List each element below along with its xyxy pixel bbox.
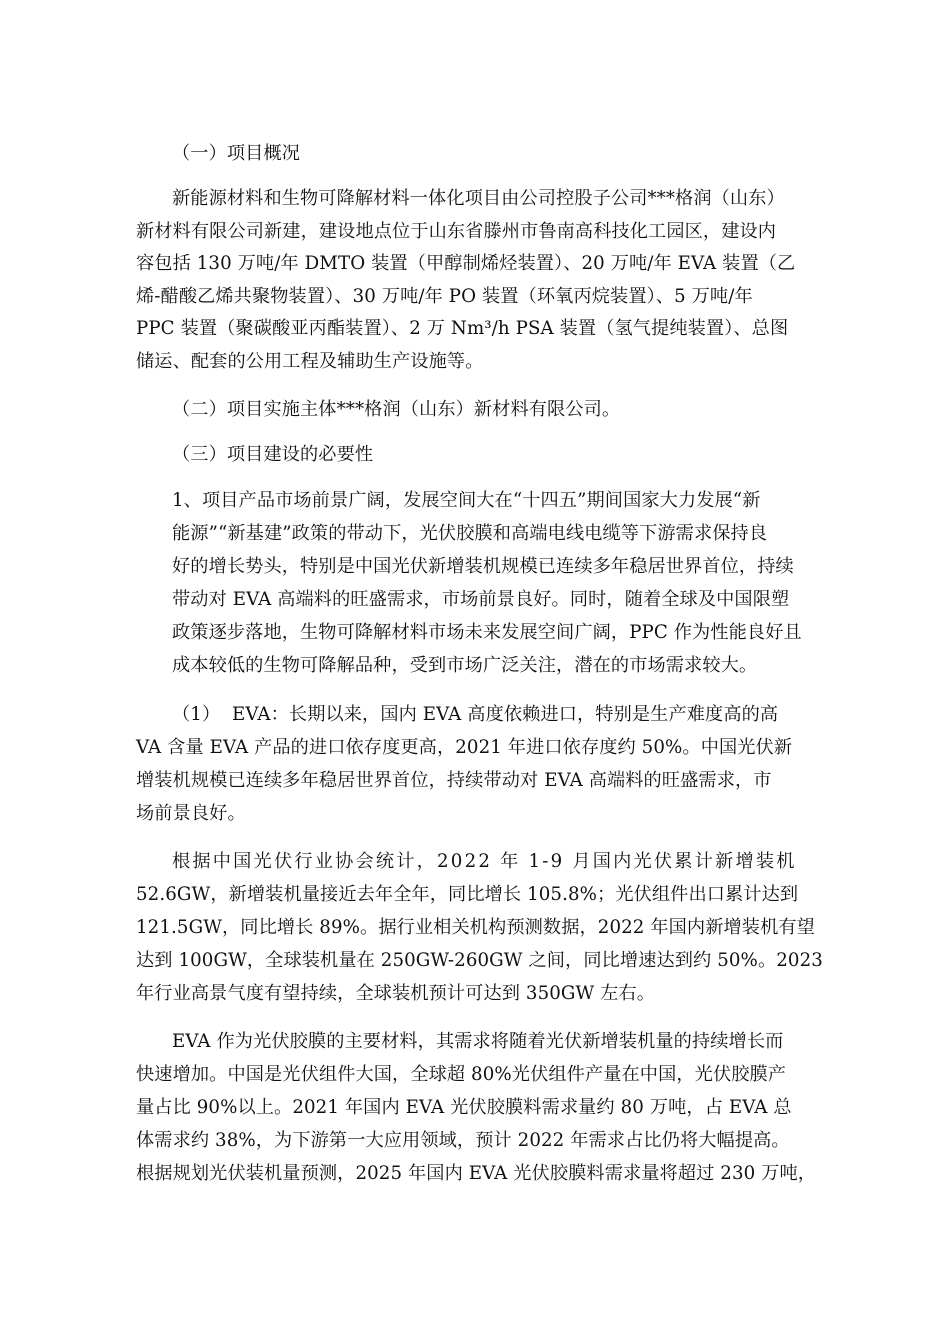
text-line: 达到 100GW，全球装机量在 250GW-260GW 之间，同比增速达到约 50%。2023 [136, 950, 823, 971]
heading-necessity: （三）项目建设的必要性 [172, 444, 374, 465]
text-line: 能源”“新基建”政策的带动下，光伏胶膜和高端电线电缆等下游需求保持良 [172, 523, 768, 544]
text-line: VA 含量 EVA 产品的进口依存度更高，2021 年进口依存度约 50%。中国光伏新 [136, 737, 793, 758]
text-line: 好的增长势头，特别是中国光伏新增装机规模已连续多年稳居世界首位，持续 [172, 556, 794, 577]
text-line: 52.6GW，新增装机量接近去年全年，同比增长 105.8%；光伏组件出口累计达到 [136, 884, 799, 905]
heading-implementing-entity: （二）项目实施主体***格润（山东）新材料有限公司。 [172, 399, 621, 420]
text-line: 场前景良好。 [136, 803, 246, 824]
text-line: 快速增加。中国是光伏组件大国，全球超 80%光伏组件产量在中国，光伏胶膜产 [136, 1064, 787, 1085]
text-line: PPC 装置（聚碳酸亚丙酯装置）、2 万 Nm³/h PSA 装置（氢气提纯装置）、总图 [136, 318, 789, 339]
text-line: 量占比 90%以上。2021 年国内 EVA 光伏胶膜料需求量约 80 万吨，占 EVA 总 [136, 1097, 792, 1118]
text-line: 根据中国光伏行业协会统计，2022 年 1-9 月国内光伏累计新增装机 [172, 851, 797, 872]
text-line: 储运、配套的公用工程及辅助生产设施等。 [136, 351, 484, 372]
heading-project-overview: （一）项目概况 [172, 143, 301, 164]
text-line: 容包括 130 万吨/年 DMTO 装置（甲醇制烯烃装置）、20 万吨/年 EVA 装置（乙 [136, 253, 796, 274]
text-line: 1、项目产品市场前景广阔，发展空间大在“十四五”期间国家大力发展“新 [172, 490, 761, 511]
text-line: 新能源材料和生物可降解材料一体化项目由公司控股子公司***格润（山东） [172, 188, 785, 209]
text-line: 体需求约 38%，为下游第一大应用领域，预计 2022 年需求占比仍将大幅提高。 [136, 1130, 790, 1151]
text-line: 根据规划光伏装机量预测，2025 年国内 EVA 光伏胶膜料需求量将超过 230 万吨， [136, 1163, 817, 1184]
text-line: （1） EVA：长期以来，国内 EVA 高度依赖进口，特别是生产难度高的高 [172, 704, 779, 725]
text-line: EVA 作为光伏胶膜的主要材料，其需求将随着光伏新增装机量的持续增长而 [172, 1031, 784, 1052]
text-line: 年行业高景气度有望持续，全球装机预计可达到 350GW 左右。 [136, 983, 656, 1004]
text-line: 新材料有限公司新建，建设地点位于山东省滕州市鲁南高科技化工园区，建设内 [136, 221, 777, 242]
text-line: 增装机规模已连续多年稳居世界首位，持续带动对 EVA 高端料的旺盛需求，市 [136, 770, 772, 791]
text-line: 121.5GW，同比增长 89%。据行业相关机构预测数据，2022 年国内新增装机有望 [136, 917, 815, 938]
text-line: 政策逐步落地，生物可降解材料市场未来发展空间广阔，PPC 作为性能良好且 [172, 622, 802, 643]
text-line: 带动对 EVA 高端料的旺盛需求，市场前景良好。同时，随着全球及中国限塑 [172, 589, 790, 610]
text-line: 烯-醋酸乙烯共聚物装置）、30 万吨/年 PO 装置（环氧丙烷装置）、5 万吨/年 [136, 286, 753, 307]
text-line: 成本较低的生物可降解品种，受到市场广泛关注，潜在的市场需求较大。 [172, 655, 758, 676]
